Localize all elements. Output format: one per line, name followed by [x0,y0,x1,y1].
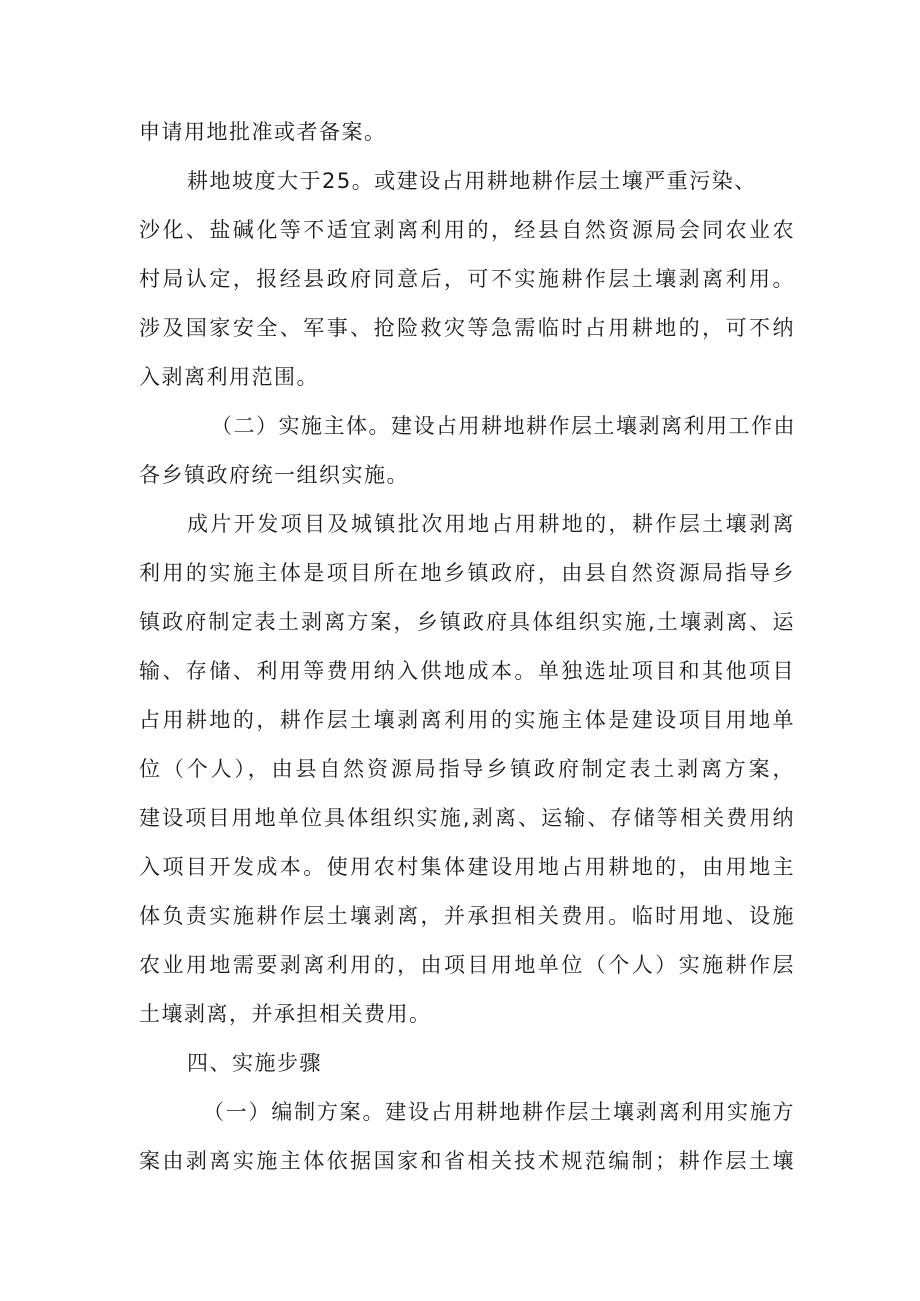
text-line: 村局认定，报经县政府同意后，可不实施耕作层土壤剥离利用。 [139,267,795,291]
text-line: 建设项目用地单位具体组织实施,剥离、运输、存储等相关费用纳 [139,806,795,830]
text-line: 农业用地需要剥离利用的，由项目用地单位（个人）实施耕作层 [139,953,795,977]
text-line: 体负责实施耕作层土壤剥离，并承担相关费用。临时用地、设施 [139,904,795,928]
text-line: 入剥离利用范围。 [139,365,319,389]
text-line: 申请用地批准或者备案。 [139,120,387,144]
text-line: 案由剥离实施主体依据国家和省相关技术规范编制；耕作层土壤 [139,1149,795,1173]
text-line: 利用的实施主体是项目所在地乡镇政府，由县自然资源局指导乡 [139,561,795,585]
text-line: （二）实施主体。建设占用耕地耕作层土壤剥离利用工作由 [211,414,796,438]
section-heading: 四、实施步骤 [187,1051,322,1075]
text-line: 沙化、盐碱化等不适宜剥离利用的，经县自然资源局会同农业农 [139,218,795,242]
text-line: （一）编制方案。建设占用耕地耕作层土壤剥离利用实施方 [203,1100,795,1124]
text-line: 占用耕地的，耕作层土壤剥离利用的实施主体是建设项目用地单 [139,708,795,732]
text-line: 输、存储、利用等费用纳入供地成本。单独选址项目和其他项目 [139,659,795,683]
text-line: 位（个人），由县自然资源局指导乡镇政府制定表土剥离方案， [139,757,795,781]
text-line: 入项目开发成本。使用农村集体建设用地占用耕地的，由用地主 [139,855,795,879]
text-line: 涉及国家安全、军事、抢险救灾等急需临时占用耕地的，可不纳 [139,316,795,340]
text-line: 耕地坡度大于25。或建设占用耕地耕作层土壤严重污染、 [187,169,757,193]
document-body [139,108,795,1186]
text-line: 各乡镇政府统一组织实施。 [139,463,409,487]
text-line: 土壤剥离，并承担相关费用。 [139,1002,432,1026]
text-line: 镇政府制定表土剥离方案，乡镇政府具体组织实施,土壤剥离、运 [139,610,795,634]
text-line: 成片开发项目及城镇批次用地占用耕地的，耕作层土壤剥离 [187,512,795,536]
